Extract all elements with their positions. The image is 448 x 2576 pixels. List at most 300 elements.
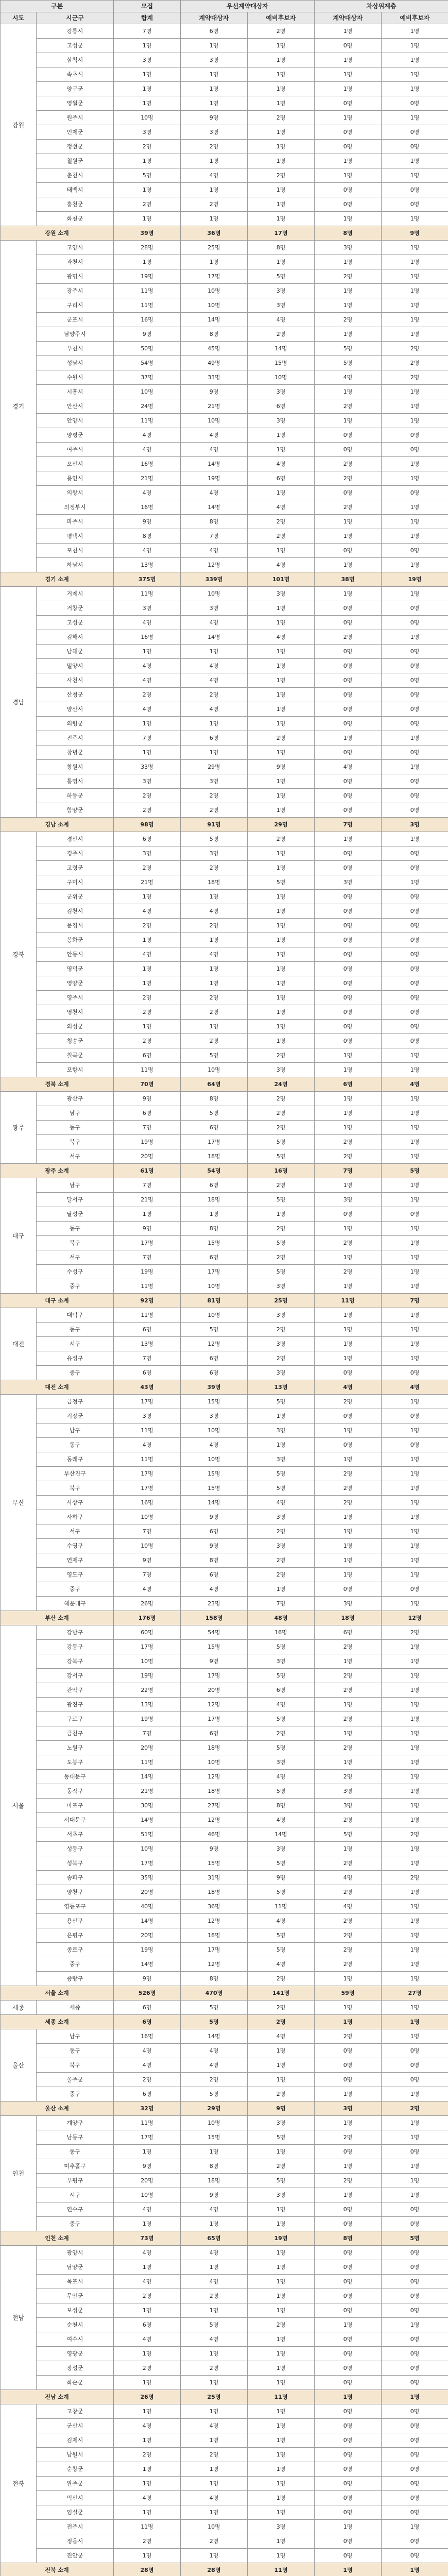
next-reserve-cell: 1명 (382, 154, 448, 168)
next-contract-cell: 1명 (315, 529, 382, 544)
total-cell: 3명 (114, 125, 181, 140)
next-contract-cell: 2명 (315, 1135, 382, 1149)
subtotal-value: 17명 (248, 226, 315, 241)
contract-cell: 4명 (181, 904, 248, 919)
table-row (1, 154, 448, 168)
sigungu-cell: 순천시 (37, 2318, 114, 2332)
total-cell: 4명 (114, 2202, 181, 2217)
table-row (1, 313, 448, 327)
table-row (1, 82, 448, 96)
sigungu-cell: 북구 (37, 2058, 114, 2073)
contract-cell: 15명 (181, 1856, 248, 1871)
contract-cell: 1명 (181, 1207, 248, 1222)
table-row (1, 2001, 448, 2015)
contract-cell: 10명 (181, 1063, 248, 1077)
reserve-cell: 2명 (248, 1568, 315, 1582)
next-reserve-cell: 0명 (382, 2260, 448, 2275)
total-cell: 20명 (114, 1928, 181, 1943)
subtotal-value: 1명 (382, 2390, 448, 2404)
sigungu-cell: 용산구 (37, 1914, 114, 1928)
reserve-cell: 15명 (248, 356, 315, 370)
reserve-cell: 2명 (248, 327, 315, 342)
sigungu-cell: 은평구 (37, 1928, 114, 1943)
contract-cell: 5명 (181, 832, 248, 846)
total-cell: 19명 (114, 1943, 181, 1957)
table-row (1, 1553, 448, 1568)
sigungu-cell: 구리시 (37, 298, 114, 313)
reserve-cell: 4명 (248, 1914, 315, 1928)
reserve-cell: 14명 (248, 342, 315, 356)
table-row (1, 659, 448, 673)
total-cell: 4명 (114, 2246, 181, 2260)
table-row (1, 1871, 448, 1885)
reserve-cell: 1명 (248, 2462, 315, 2477)
subtotal-value: 141명 (248, 1986, 315, 2001)
next-reserve-cell: 0명 (382, 601, 448, 616)
sigungu-cell: 안산시 (37, 399, 114, 414)
contract-cell: 1명 (181, 2260, 248, 2275)
next-contract-cell: 0명 (315, 428, 382, 443)
reserve-cell: 11명 (248, 1900, 315, 1914)
next-reserve-cell: 0명 (382, 125, 448, 140)
next-contract-cell: 0명 (315, 2073, 382, 2087)
sigungu-cell: 화순군 (37, 2376, 114, 2390)
reserve-cell: 4명 (248, 630, 315, 645)
total-cell: 10명 (114, 1510, 181, 1524)
reserve-cell: 3명 (248, 298, 315, 313)
next-reserve-cell: 1명 (382, 1121, 448, 1135)
next-reserve-cell: 0명 (382, 96, 448, 111)
contract-cell: 1명 (181, 2145, 248, 2159)
total-cell: 9명 (114, 1092, 181, 1106)
total-cell: 11명 (114, 414, 181, 428)
sigungu-cell: 영주시 (37, 991, 114, 1005)
next-contract-cell: 0명 (315, 2058, 382, 2073)
table-row (1, 1106, 448, 1121)
sigungu-cell: 의성군 (37, 1020, 114, 1034)
reserve-cell: 3명 (248, 1423, 315, 1438)
sigungu-cell: 금천구 (37, 1726, 114, 1741)
next-contract-cell: 1명 (315, 1842, 382, 1856)
table-row (1, 2419, 448, 2433)
next-contract-cell: 2명 (315, 1741, 382, 1755)
subtotal-value: 73명 (114, 2231, 181, 2246)
sigungu-cell: 중구 (37, 2217, 114, 2231)
contract-cell: 3명 (181, 125, 248, 140)
contract-cell: 18명 (181, 2174, 248, 2188)
next-contract-cell: 0명 (315, 2376, 382, 2390)
next-contract-cell: 2명 (315, 1481, 382, 1496)
total-cell: 1명 (114, 890, 181, 904)
next-reserve-cell: 1명 (382, 515, 448, 529)
next-reserve-cell: 1명 (382, 284, 448, 298)
next-reserve-cell: 1명 (382, 1106, 448, 1121)
contract-cell: 4명 (181, 673, 248, 688)
sigungu-cell: 거창군 (37, 601, 114, 616)
reserve-cell: 5명 (248, 1467, 315, 1481)
table-row (1, 1928, 448, 1943)
sigungu-cell: 강릉시 (37, 24, 114, 39)
total-cell: 11명 (114, 1452, 181, 1467)
total-cell: 7명 (114, 24, 181, 39)
reserve-cell: 1명 (248, 443, 315, 457)
next-reserve-cell: 1명 (382, 1452, 448, 1467)
next-reserve-cell: 0명 (382, 183, 448, 197)
sigungu-cell: 창원시 (37, 760, 114, 774)
table-row (1, 298, 448, 313)
subtotal-value: 25명 (181, 2390, 248, 2404)
next-contract-cell: 1명 (315, 1654, 382, 1669)
next-contract-cell: 0명 (315, 673, 382, 688)
reserve-cell: 1명 (248, 1582, 315, 1597)
total-cell: 1명 (114, 2303, 181, 2318)
reserve-cell: 1명 (248, 717, 315, 731)
next-contract-cell: 1명 (315, 1568, 382, 1582)
subtotal-value: 3명 (315, 2102, 382, 2116)
contract-cell: 6명 (181, 1121, 248, 1135)
next-contract-cell: 0명 (315, 933, 382, 947)
reserve-cell: 1명 (248, 601, 315, 616)
next-reserve-cell: 1명 (382, 1279, 448, 1294)
next-contract-cell: 0명 (315, 717, 382, 731)
reserve-cell: 3명 (248, 2188, 315, 2202)
total-cell: 16명 (114, 457, 181, 471)
subtotal-value: 64명 (181, 1077, 248, 1092)
contract-cell: 15명 (181, 1481, 248, 1496)
next-contract-cell: 0명 (315, 544, 382, 558)
reserve-cell: 1명 (248, 53, 315, 67)
next-contract-cell: 1명 (315, 2001, 382, 2015)
reserve-cell: 1명 (248, 1034, 315, 1048)
table-row (1, 125, 448, 140)
sigungu-cell: 계양구 (37, 2116, 114, 2130)
table-row (1, 500, 448, 515)
next-contract-cell: 1명 (315, 385, 382, 399)
reserve-cell: 2명 (248, 1553, 315, 1568)
reserve-cell: 1명 (248, 2433, 315, 2448)
total-cell: 16명 (114, 313, 181, 327)
total-cell: 40명 (114, 1900, 181, 1914)
total-cell: 11명 (114, 1279, 181, 1294)
sigungu-cell: 연제구 (37, 1553, 114, 1568)
sigungu-cell: 고령군 (37, 861, 114, 875)
next-reserve-cell: 0명 (382, 2202, 448, 2217)
reserve-cell: 2명 (248, 2318, 315, 2332)
next-reserve-cell: 1명 (382, 385, 448, 399)
contract-cell: 2명 (181, 2534, 248, 2549)
total-cell: 10명 (114, 1539, 181, 1553)
reserve-cell: 2명 (248, 2159, 315, 2174)
next-contract-cell: 2명 (315, 1467, 382, 1481)
table-row (1, 2058, 448, 2073)
next-contract-cell: 0명 (315, 2419, 382, 2433)
next-contract-cell: 0명 (315, 96, 382, 111)
next-reserve-cell: 0명 (382, 2347, 448, 2361)
total-cell: 1명 (114, 2462, 181, 2477)
contract-cell: 18명 (181, 1193, 248, 1207)
total-cell: 16명 (114, 500, 181, 515)
total-cell: 51명 (114, 1827, 181, 1842)
total-cell: 2명 (114, 2289, 181, 2303)
next-reserve-cell: 1명 (382, 1351, 448, 1366)
contract-cell: 1명 (181, 183, 248, 197)
next-contract-cell: 2명 (315, 1496, 382, 1510)
total-cell: 11명 (114, 2520, 181, 2534)
sigungu-cell: 구로구 (37, 1712, 114, 1726)
reserve-cell: 5명 (248, 1481, 315, 1496)
sigungu-cell: 광명시 (37, 269, 114, 284)
next-contract-cell: 0명 (315, 2260, 382, 2275)
next-reserve-cell: 1명 (382, 1510, 448, 1524)
subtotal-row (1, 572, 448, 587)
contract-cell: 25명 (181, 241, 248, 255)
table-row (1, 1409, 448, 1423)
reserve-cell: 1명 (248, 2303, 315, 2318)
next-reserve-cell: 0명 (382, 861, 448, 875)
contract-cell: 7명 (181, 529, 248, 544)
total-cell: 21명 (114, 875, 181, 890)
next-reserve-cell: 0명 (382, 140, 448, 154)
header-contract-1: 계약대상자 (181, 12, 248, 24)
next-reserve-cell: 1명 (382, 2087, 448, 2102)
next-reserve-cell: 1명 (382, 1149, 448, 1164)
reserve-cell: 5명 (248, 2130, 315, 2145)
reserve-cell: 1명 (248, 673, 315, 688)
next-contract-cell: 3명 (315, 1799, 382, 1813)
contract-cell: 2명 (181, 789, 248, 803)
next-contract-cell: 0명 (315, 2404, 382, 2419)
total-cell: 1명 (114, 933, 181, 947)
sigungu-cell: 원주시 (37, 111, 114, 125)
table-row (1, 1395, 448, 1409)
next-reserve-cell: 1명 (382, 1640, 448, 1654)
next-reserve-cell: 0명 (382, 659, 448, 673)
sigungu-cell: 통영시 (37, 774, 114, 789)
next-reserve-cell: 1명 (382, 2318, 448, 2332)
sigungu-cell: 영도구 (37, 1568, 114, 1582)
sigungu-cell: 도봉구 (37, 1755, 114, 1770)
table-row (1, 96, 448, 111)
next-contract-cell: 3명 (315, 1784, 382, 1799)
contract-cell: 8명 (181, 1092, 248, 1106)
sigungu-cell: 진안군 (37, 2549, 114, 2563)
table-row (1, 1683, 448, 1698)
next-contract-cell: 0명 (315, 861, 382, 875)
table-row (1, 2505, 448, 2520)
reserve-cell: 1명 (248, 2448, 315, 2462)
sigungu-cell: 평택시 (37, 529, 114, 544)
contract-cell: 8명 (181, 1222, 248, 1236)
total-cell: 2명 (114, 2448, 181, 2462)
contract-cell: 5명 (181, 2001, 248, 2015)
total-cell: 2명 (114, 197, 181, 212)
total-cell: 19명 (114, 1135, 181, 1149)
total-cell: 6명 (114, 1366, 181, 1380)
next-reserve-cell: 1명 (382, 875, 448, 890)
reserve-cell: 1명 (248, 2404, 315, 2419)
next-reserve-cell: 0명 (382, 745, 448, 760)
total-cell: 4명 (114, 428, 181, 443)
sigungu-cell: 서구 (37, 1149, 114, 1164)
reserve-cell: 5명 (248, 2174, 315, 2188)
next-contract-cell: 1명 (315, 1250, 382, 1265)
contract-cell: 4명 (181, 1582, 248, 1597)
next-reserve-cell: 0명 (382, 2448, 448, 2462)
total-cell: 14명 (114, 1914, 181, 1928)
sigungu-cell: 송파구 (37, 1871, 114, 1885)
total-cell: 13명 (114, 558, 181, 572)
contract-cell: 2명 (181, 991, 248, 1005)
reserve-cell: 2명 (248, 2087, 315, 2102)
sigungu-cell: 노원구 (37, 1741, 114, 1755)
reserve-cell: 2명 (248, 1121, 315, 1135)
sigungu-cell: 경주시 (37, 846, 114, 861)
contract-cell: 20명 (181, 1683, 248, 1698)
next-contract-cell: 1명 (315, 1106, 382, 1121)
reserve-cell: 5명 (248, 269, 315, 284)
table-row (1, 1842, 448, 1856)
table-row (1, 1236, 448, 1250)
sigungu-cell: 오산시 (37, 457, 114, 471)
total-cell: 6명 (114, 1106, 181, 1121)
sido-cell: 경남 (1, 587, 37, 818)
table-row (1, 1799, 448, 1813)
next-contract-cell: 1명 (315, 2520, 382, 2534)
next-contract-cell: 1명 (315, 24, 382, 39)
reserve-cell: 5명 (248, 1265, 315, 1279)
subtotal-row (1, 2563, 448, 2576)
total-cell: 20명 (114, 2174, 181, 2188)
subtotal-value: 91명 (181, 818, 248, 832)
subtotal-value: 11명 (315, 1294, 382, 1308)
table-row (1, 1524, 448, 1539)
total-cell: 11명 (114, 1423, 181, 1438)
next-contract-cell: 0명 (315, 39, 382, 53)
sigungu-cell: 봉화군 (37, 933, 114, 947)
subtotal-value: 26명 (114, 2390, 181, 2404)
total-cell: 8명 (114, 529, 181, 544)
next-reserve-cell: 0명 (382, 846, 448, 861)
contract-cell: 8명 (181, 1972, 248, 1986)
reserve-cell: 2명 (248, 1048, 315, 1063)
reserve-cell: 3명 (248, 1510, 315, 1524)
reserve-cell: 3명 (248, 2520, 315, 2534)
contract-cell: 14명 (181, 457, 248, 471)
contract-cell: 46명 (181, 1827, 248, 1842)
subtotal-value: 70명 (114, 1077, 181, 1092)
table-row (1, 2318, 448, 2332)
table-row (1, 904, 448, 919)
table-row (1, 168, 448, 183)
next-contract-cell: 1명 (315, 587, 382, 601)
table-row (1, 2376, 448, 2390)
contract-cell: 3명 (181, 53, 248, 67)
subtotal-value: 2명 (248, 2015, 315, 2029)
sigungu-cell: 광양시 (37, 2246, 114, 2260)
next-reserve-cell: 1명 (382, 1423, 448, 1438)
contract-cell: 17명 (181, 269, 248, 284)
next-reserve-cell: 1명 (382, 313, 448, 327)
next-contract-cell: 0명 (315, 1005, 382, 1020)
sigungu-cell: 강서구 (37, 1669, 114, 1683)
total-cell: 1명 (114, 2260, 181, 2275)
next-reserve-cell: 1명 (382, 731, 448, 745)
sigungu-cell: 구미시 (37, 875, 114, 890)
total-cell: 17명 (114, 1467, 181, 1481)
reserve-cell: 3명 (248, 1755, 315, 1770)
sigungu-cell: 동작구 (37, 1784, 114, 1799)
total-cell: 11명 (114, 1308, 181, 1323)
next-reserve-cell: 2명 (382, 342, 448, 356)
table-row (1, 269, 448, 284)
reserve-cell: 1명 (248, 2332, 315, 2347)
table-row (1, 2332, 448, 2347)
reserve-cell: 3명 (248, 1308, 315, 1323)
next-reserve-cell: 0명 (382, 673, 448, 688)
sigungu-cell: 북구 (37, 1135, 114, 1149)
sigungu-cell: 관악구 (37, 1683, 114, 1698)
contract-cell: 4명 (181, 2419, 248, 2433)
table-row (1, 1885, 448, 1900)
subtotal-value: 19명 (382, 572, 448, 587)
contract-cell: 14명 (181, 500, 248, 515)
header-sigungu: 시군구 (37, 12, 114, 24)
table-header (1, 1, 448, 24)
total-cell: 1명 (114, 2347, 181, 2361)
next-contract-cell: 3명 (315, 1597, 382, 1611)
table-row (1, 1900, 448, 1914)
contract-cell: 23명 (181, 1597, 248, 1611)
next-contract-cell: 6명 (315, 1625, 382, 1640)
contract-cell: 9명 (181, 385, 248, 399)
total-cell: 21명 (114, 1193, 181, 1207)
contract-cell: 2명 (181, 919, 248, 933)
next-reserve-cell: 1명 (382, 1048, 448, 1063)
sigungu-cell: 안동시 (37, 947, 114, 962)
subtotal-label: 인천 소계 (1, 2231, 114, 2246)
reserve-cell: 1명 (248, 2534, 315, 2549)
total-cell: 1명 (114, 154, 181, 168)
table-row (1, 486, 448, 500)
contract-cell: 4명 (181, 443, 248, 457)
subtotal-value: 28명 (181, 2563, 248, 2576)
table-row (1, 414, 448, 428)
reserve-cell: 1명 (248, 2491, 315, 2505)
sigungu-cell: 김천시 (37, 904, 114, 919)
sigungu-cell: 홍천군 (37, 197, 114, 212)
next-contract-cell: 0명 (315, 443, 382, 457)
table-row (1, 515, 448, 529)
total-cell: 7명 (114, 1726, 181, 1741)
next-reserve-cell: 1명 (382, 1395, 448, 1409)
next-reserve-cell: 0명 (382, 991, 448, 1005)
contract-cell: 2명 (181, 1005, 248, 1020)
subtotal-label: 서울 소계 (1, 1986, 114, 2001)
reserve-cell: 2명 (248, 1726, 315, 1741)
table-row (1, 399, 448, 414)
next-contract-cell: 0명 (315, 2217, 382, 2231)
sigungu-cell: 장성군 (37, 2361, 114, 2376)
sigungu-cell: 전주시 (37, 2520, 114, 2534)
subtotal-row (1, 1986, 448, 2001)
next-contract-cell: 0명 (315, 2044, 382, 2058)
reserve-cell: 3명 (248, 284, 315, 298)
table-row (1, 774, 448, 789)
total-cell: 37명 (114, 370, 181, 385)
reserve-cell: 1명 (248, 616, 315, 630)
table-row (1, 443, 448, 457)
subtotal-value: 158명 (181, 1611, 248, 1625)
